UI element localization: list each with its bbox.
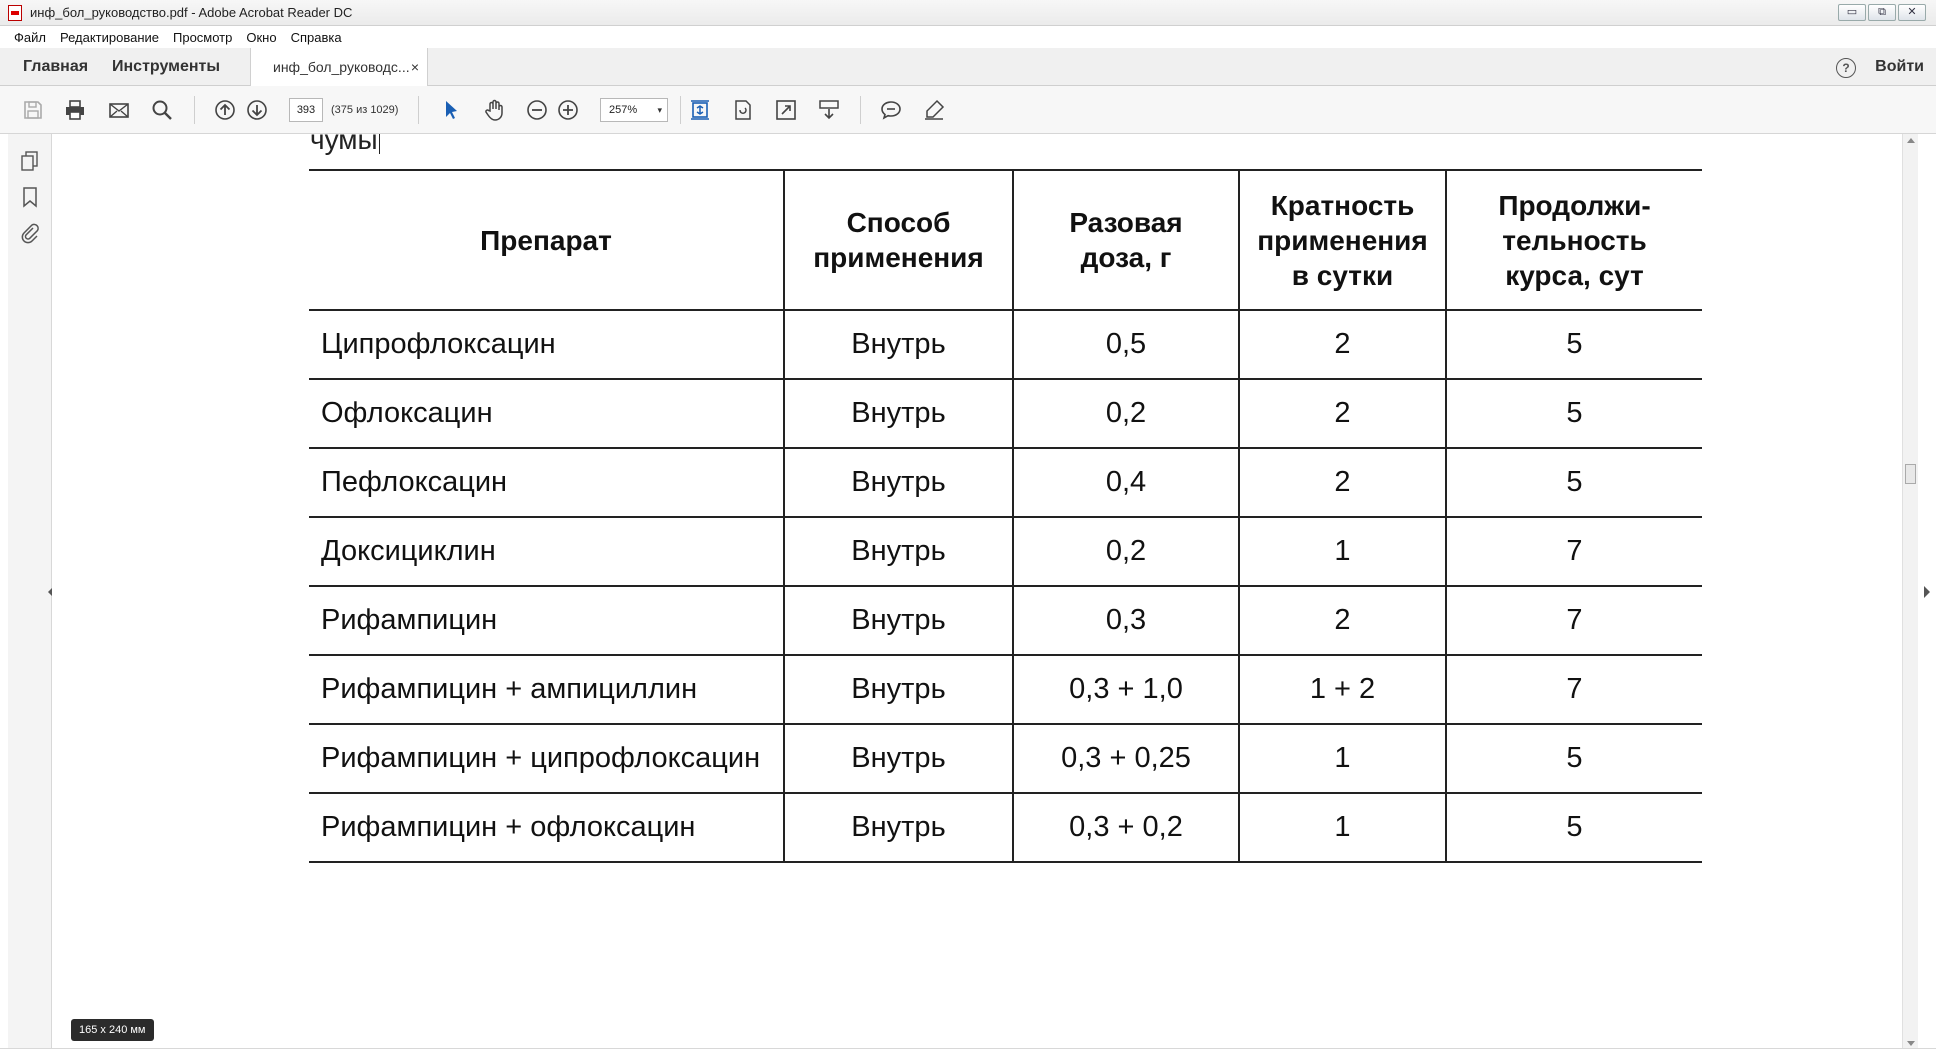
title-bar (0, 0, 1936, 26)
drug-name-cell: Пефлоксацин (309, 448, 784, 517)
header-label: Разовая доза, г (1069, 207, 1183, 273)
tab-document[interactable] (250, 48, 428, 86)
menu-window[interactable]: Окно (246, 29, 277, 45)
help-icon[interactable]: ? (1836, 58, 1856, 78)
minimize-button[interactable]: ▭ (1838, 4, 1866, 21)
route-cell: Внутрь (784, 586, 1013, 655)
window-title: инф_бол_руководство.pdf - Adobe Acrobat Reader DC (30, 5, 353, 20)
zoom-in-icon[interactable] (556, 98, 580, 122)
dose-cell: 0,5 (1013, 310, 1239, 379)
duration-cell: 7 (1446, 517, 1702, 586)
previous-page-icon[interactable] (213, 98, 237, 122)
page-size-tooltip: 165 x 240 мм (71, 1019, 154, 1041)
route-cell: Внутрь (784, 379, 1013, 448)
signin-button[interactable]: Войти (1875, 58, 1924, 75)
navigation-pane (8, 134, 52, 1050)
header-dose (1013, 170, 1239, 310)
route-cell: Внутрь (784, 793, 1013, 862)
document-view[interactable] (52, 134, 1902, 1050)
tab-bar (0, 48, 1936, 86)
pdf-file-icon (8, 5, 22, 21)
frequency-cell: 1 (1239, 724, 1446, 793)
frequency-cell: 1 + 2 (1239, 655, 1446, 724)
restore-button[interactable]: ⧉ (1868, 4, 1896, 21)
fit-page-icon[interactable] (688, 98, 712, 122)
zoom-out-icon[interactable] (525, 98, 549, 122)
route-cell: Внутрь (784, 724, 1013, 793)
bookmark-icon[interactable] (20, 186, 40, 208)
menu-file[interactable]: Файл (14, 29, 46, 45)
route-cell: Внутрь (784, 517, 1013, 586)
route-cell: Внутрь (784, 310, 1013, 379)
duration-cell: 5 (1446, 793, 1702, 862)
dose-cell: 0,3 + 0,25 (1013, 724, 1239, 793)
page-number-input[interactable]: 393 (289, 98, 323, 122)
duration-cell: 5 (1446, 448, 1702, 517)
drug-table (309, 169, 1702, 863)
drug-name-cell: Рифампицин + ампициллин (309, 655, 784, 724)
toolbar-divider (194, 96, 195, 124)
menu-view[interactable]: Просмотр (173, 29, 233, 45)
duration-cell: 5 (1446, 310, 1702, 379)
header-frequency (1239, 170, 1446, 310)
email-icon[interactable] (107, 98, 131, 122)
rotate-view-icon[interactable] (731, 98, 755, 122)
expand-right-pane-icon[interactable] (1924, 586, 1930, 598)
duration-cell: 7 (1446, 655, 1702, 724)
frequency-cell: 2 (1239, 379, 1446, 448)
route-cell: Внутрь (784, 655, 1013, 724)
drug-name-cell: Рифампицин + офлоксацин (309, 793, 784, 862)
dose-cell: 0,2 (1013, 517, 1239, 586)
header-label: Способ применения (813, 207, 984, 273)
document-text-fragment: чумы (310, 134, 378, 155)
header-label: Продолжи- тельность курса, сут (1498, 189, 1651, 291)
drug-name-cell: Офлоксацин (309, 379, 784, 448)
attachment-icon[interactable] (20, 222, 40, 244)
frequency-cell: 1 (1239, 517, 1446, 586)
duration-cell: 5 (1446, 724, 1702, 793)
duration-cell: 7 (1446, 586, 1702, 655)
scroll-mode-icon[interactable] (817, 98, 841, 122)
toolbar-divider (418, 96, 419, 124)
close-tab-button[interactable]: × (410, 59, 419, 75)
frequency-cell: 2 (1239, 586, 1446, 655)
zoom-select[interactable] (600, 98, 668, 122)
table-row (309, 310, 1702, 379)
header-label: Кратность применения в сутки (1257, 189, 1428, 291)
comment-icon[interactable] (879, 98, 903, 122)
dose-cell: 0,3 (1013, 586, 1239, 655)
toolbar-divider (860, 96, 861, 124)
page-count: (375 из 1029) (331, 104, 399, 116)
table-row (309, 586, 1702, 655)
next-page-icon[interactable] (245, 98, 269, 122)
table-row (309, 655, 1702, 724)
chevron-down-icon: ▾ (657, 105, 662, 115)
highlight-pen-icon[interactable] (922, 98, 946, 122)
drug-name-cell: Ципрофлоксацин (309, 310, 784, 379)
page-thumbnails-icon[interactable] (20, 150, 40, 172)
vertical-scrollbar[interactable] (1902, 134, 1918, 1050)
toolbar-divider (680, 96, 681, 124)
header-label: Препарат (480, 224, 612, 256)
table-row (309, 793, 1702, 862)
toolbar (0, 86, 1936, 134)
dose-cell: 0,3 + 0,2 (1013, 793, 1239, 862)
table-row (309, 517, 1702, 586)
hand-tool-icon[interactable] (482, 98, 506, 122)
table-row (309, 379, 1702, 448)
frequency-cell: 2 (1239, 310, 1446, 379)
search-icon[interactable] (150, 98, 174, 122)
close-window-button[interactable]: ✕ (1898, 4, 1926, 21)
table-row (309, 448, 1702, 517)
document-tab-label: инф_бол_руководс... (273, 59, 410, 75)
scroll-up-icon[interactable] (1907, 138, 1915, 143)
dose-cell: 0,2 (1013, 379, 1239, 448)
window-controls (1838, 4, 1926, 21)
drug-name-cell: Рифампицин + ципрофлоксацин (309, 724, 784, 793)
dose-cell: 0,3 + 1,0 (1013, 655, 1239, 724)
print-icon[interactable] (63, 98, 87, 122)
select-cursor-icon[interactable] (439, 98, 463, 122)
save-icon[interactable] (21, 98, 45, 122)
frequency-cell: 2 (1239, 448, 1446, 517)
route-cell: Внутрь (784, 448, 1013, 517)
menu-bar (0, 26, 1936, 48)
drug-name-cell: Доксициклин (309, 517, 784, 586)
zoom-value: 257% (609, 104, 638, 116)
text-caret (379, 134, 380, 154)
dose-cell: 0,4 (1013, 448, 1239, 517)
tab-home[interactable]: Главная (23, 58, 89, 75)
header-route (784, 170, 1013, 310)
table-row (309, 724, 1702, 793)
fullscreen-icon[interactable] (774, 98, 798, 122)
tab-tools[interactable]: Инструменты (112, 58, 221, 75)
scrollbar-thumb[interactable] (1905, 464, 1916, 484)
duration-cell: 5 (1446, 379, 1702, 448)
header-duration (1446, 170, 1702, 310)
drug-name-cell: Рифампицин (309, 586, 784, 655)
frequency-cell: 1 (1239, 793, 1446, 862)
header-drug (309, 170, 784, 310)
menu-help[interactable]: Справка (290, 29, 342, 45)
menu-edit[interactable]: Редактирование (59, 29, 159, 45)
scroll-down-icon[interactable] (1907, 1041, 1915, 1046)
